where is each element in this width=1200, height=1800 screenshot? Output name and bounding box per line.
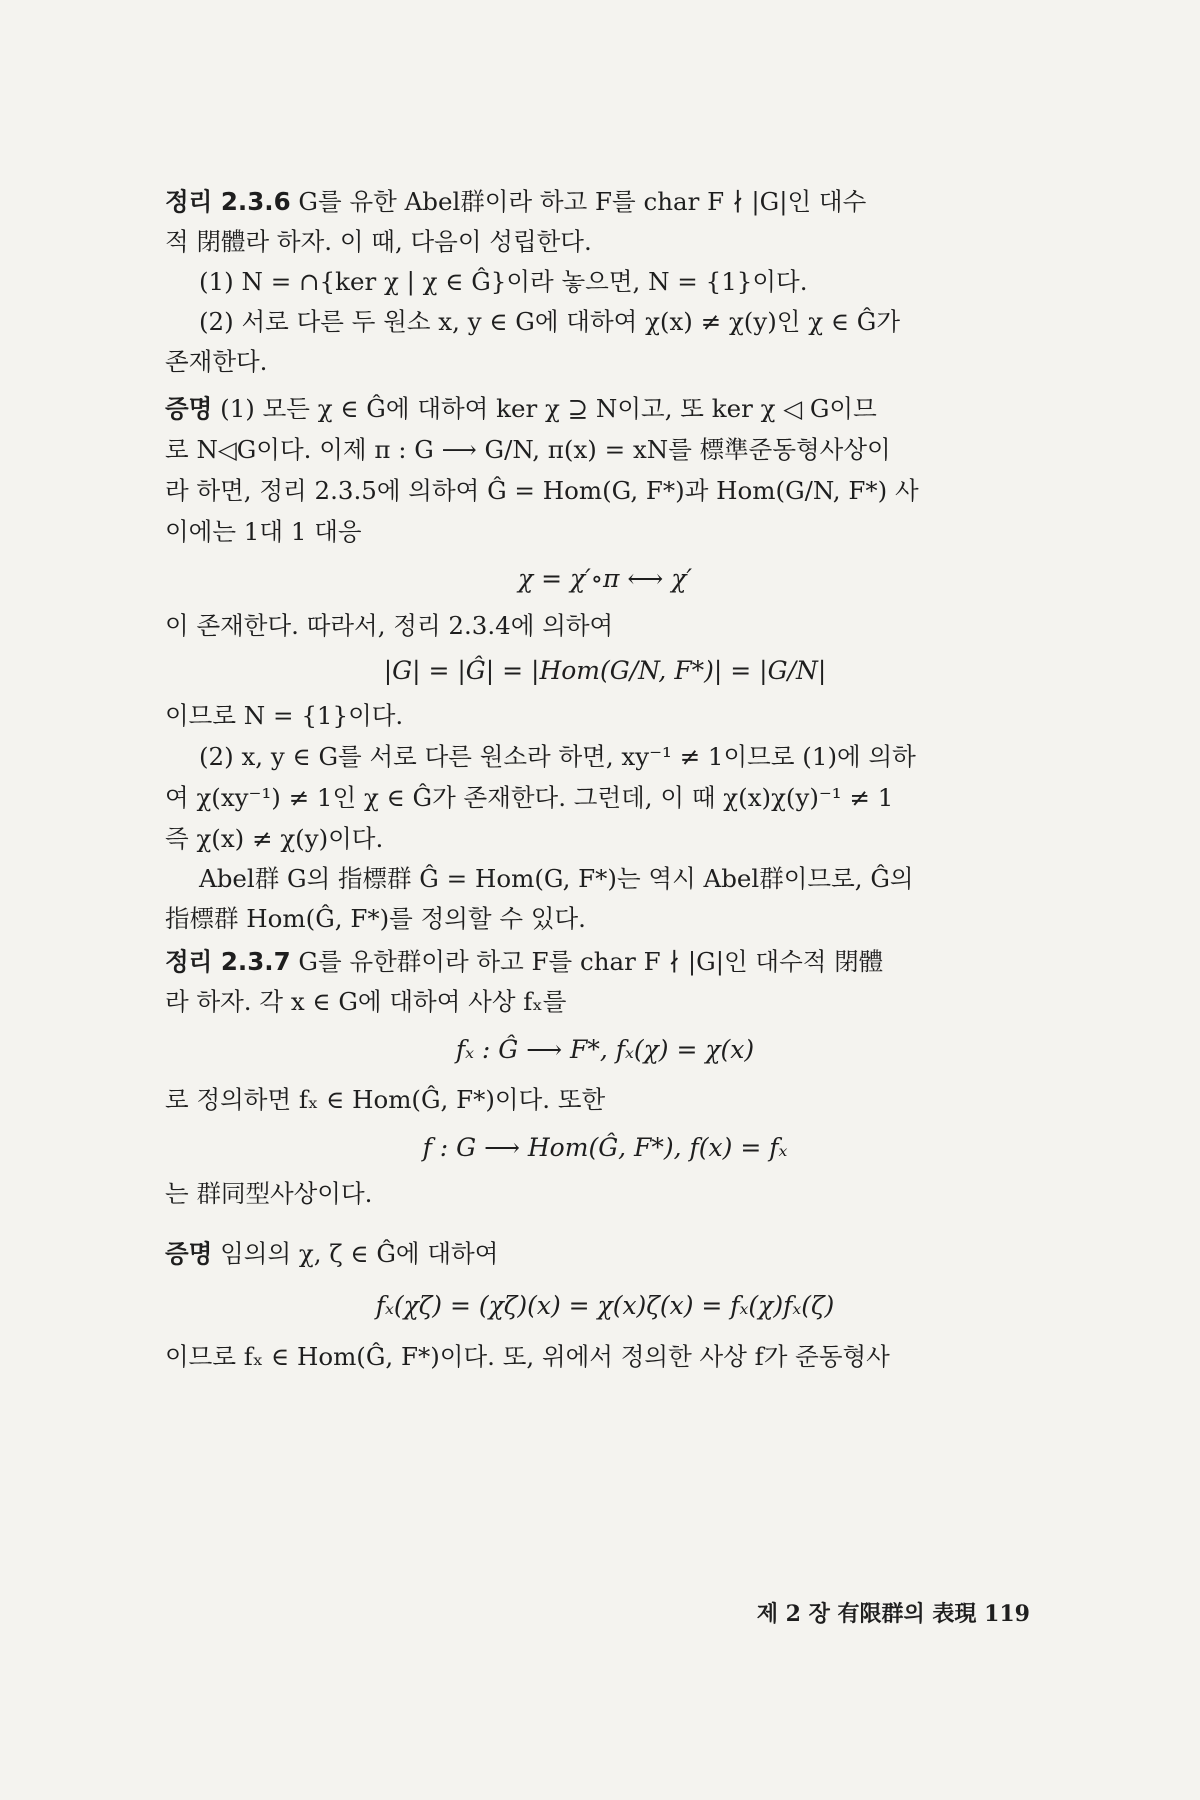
proof-line: 이에는 1대 1 대응 <box>165 517 362 546</box>
display-equation: fₓ : Ĝ ⟶ F*, fₓ(χ) = χ(x) <box>455 1035 755 1064</box>
proof-line: 이므로 N = {1}이다. <box>165 701 404 730</box>
proof-heading: 증명 <box>165 394 213 423</box>
theorem-line: 라 하자. 각 x ∈ G에 대하여 사상 fₓ를 <box>165 987 567 1016</box>
proof-line <box>165 1237 1045 1271</box>
page-footer: 제 2 장 有限群의 表現 119 <box>756 1601 1030 1627</box>
theorem-heading: 정리 2.3.6 <box>165 187 291 216</box>
proof-text: (1) 모든 χ ∈ Ĝ에 대하여 ker χ ⊇ N이고, 또 ker χ ◁ G이므 <box>220 394 877 423</box>
theorem-line: 로 정의하면 fₓ ∈ Hom(Ĝ, F*)이다. 또한 <box>165 1085 606 1114</box>
theorem-item-2: (2) 서로 다른 두 원소 x, y ∈ G에 대하여 χ(x) ≠ χ(y)인 χ ∈ Ĝ가 <box>199 307 901 336</box>
proof-line: 指標群 Hom(Ĝ, F*)를 정의할 수 있다. <box>165 904 586 933</box>
proof-text: 임의의 χ, ζ ∈ Ĝ에 대하여 <box>220 1239 499 1268</box>
proof-line: 라 하면, 정리 2.3.5에 의하여 Ĝ = Hom(G, F*)과 Hom(G/N, F*) 사 <box>165 476 919 505</box>
proof-line: 로 N◁G이다. 이제 π : G ⟶ G/N, π(x) = xN를 標準준동형사상이 <box>165 435 891 464</box>
theorem-line <box>165 945 1045 979</box>
display-equation: f : G ⟶ Hom(Ĝ, F*), f(x) = fₓ <box>422 1133 788 1162</box>
proof-line: 여 χ(xy⁻¹) ≠ 1인 χ ∈ Ĝ가 존재한다. 그런데, 이 때 χ(x)χ(y)⁻¹ ≠ 1 <box>165 783 894 812</box>
display-equation: χ = χ′∘π ⟷ χ′ <box>517 564 693 593</box>
theorem-heading: 정리 2.3.7 <box>165 947 291 976</box>
theorem-line <box>165 185 1045 219</box>
proof-heading: 증명 <box>165 1239 213 1268</box>
proof-line <box>165 392 1045 426</box>
theorem-item-1: (1) N = ∩{ker χ | χ ∈ Ĝ}이라 놓으면, N = {1}이다. <box>199 267 808 296</box>
proof-line: Abel群 G의 指標群 Ĝ = Hom(G, F*)는 역시 Abel群이므로, Ĝ의 <box>199 864 914 893</box>
proof-line: 이 존재한다. 따라서, 정리 2.3.4에 의하여 <box>165 611 614 640</box>
proof-line: 즉 χ(x) ≠ χ(y)이다. <box>165 824 384 853</box>
theorem-line: 존재한다. <box>165 347 268 376</box>
proof-line: 이므로 fₓ ∈ Hom(Ĝ, F*)이다. 또, 위에서 정의한 사상 f가 준동형사 <box>165 1342 890 1371</box>
theorem-text: G를 유한 Abel群이라 하고 F를 char F ∤ |G|인 대수 <box>298 187 867 216</box>
proof-line: (2) x, y ∈ G를 서로 다른 원소라 하면, xy⁻¹ ≠ 1이므로 (1)에 의하 <box>199 742 916 771</box>
theorem-line: 적 閉體라 하자. 이 때, 다음이 성립한다. <box>165 227 592 256</box>
display-equation: fₓ(χζ) = (χζ)(x) = χ(x)ζ(x) = fₓ(χ)fₓ(ζ) <box>375 1291 835 1320</box>
theorem-text: G를 유한群이라 하고 F를 char F ∤ |G|인 대수적 閉體 <box>298 947 884 976</box>
display-equation: |G| = |Ĝ| = |Hom(G/N, F*)| = |G/N| <box>383 656 827 685</box>
theorem-line: 는 群同型사상이다. <box>165 1179 373 1208</box>
